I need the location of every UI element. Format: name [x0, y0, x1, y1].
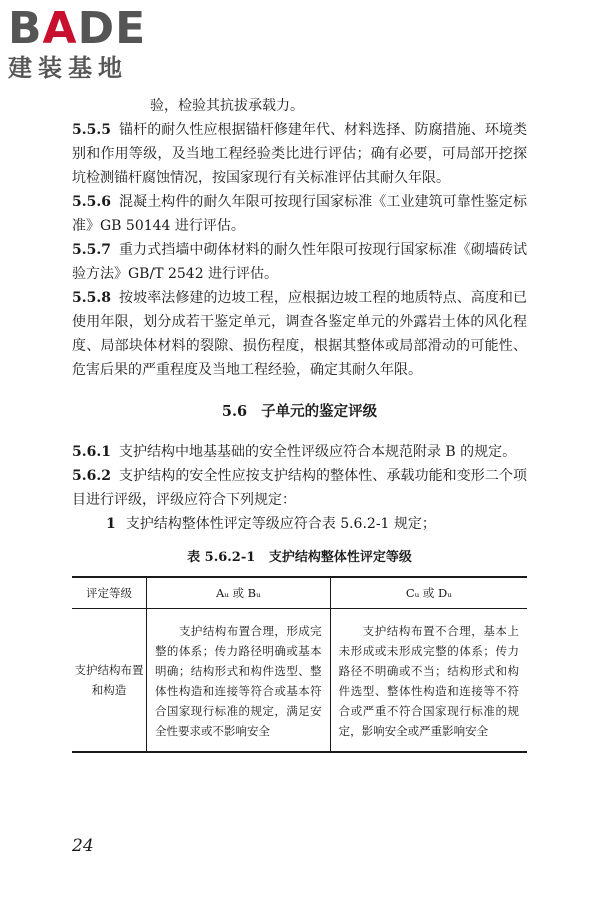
- table-header-row: [72, 577, 527, 609]
- page-number: 24: [72, 836, 94, 856]
- logo-wordmark: BADE: [8, 3, 147, 54]
- cell-grade-cd: 支护结构布置不合理，基本上未形成或未形成完整的体系；传力路径不明确或不当；结构形式和构件选型、整体性构造和连接等不符合或严重不符合国家现行标准的规定，影响安全或严重影响安全: [330, 609, 527, 753]
- paragraph-continuation: 验，检验其抗拔承载力。: [150, 98, 304, 114]
- header-rating-level: 评定等级: [72, 577, 147, 609]
- logo: [8, 3, 178, 82]
- table-title: 表 5.6.2-1 支护结构整体性评定等级: [187, 550, 412, 565]
- header-grade-cd: Cᵤ 或 Dᵤ: [330, 577, 527, 609]
- cell-grade-ab: 支护结构布置合理，形成完整的体系；传力路径明确或基本明确；结构形式和构件选型、整体性构造和连接等符合或基本符合国家现行标准的规定，满足安全性要求或不影响安全: [147, 609, 331, 753]
- page-content: [72, 94, 527, 753]
- clause-5-5-8: 5.5.8 按坡率法修建的边坡工程，应根据边坡工程的地质特点、高度和已使用年限，划分成若干鉴定单元，调查各鉴定单元的外露岩土体的风化程度、局部块体材料的裂隙、损伤程度，根据其整体或局部滑动的可能性、危害后果的严重程度及当地工程经验，确定其耐久年限。: [72, 290, 527, 378]
- row-label: 支护结构布置和构造: [72, 609, 147, 753]
- list-item-1: 1 支护结构整体性评定等级应符合表 5.6.2-1 规定；: [106, 516, 436, 532]
- table-row: [72, 609, 527, 753]
- section-heading: 5.6 子单元的鉴定评级: [221, 403, 378, 420]
- clause-5-5-6: 5.5.6 混凝土构件的耐久年限可按现行国家标准《工业建筑可靠性鉴定标准》GB 50144 进行评估。: [72, 194, 527, 234]
- clause-5-5-5: 5.5.5 锚杆的耐久性应根据锚杆修建年代、材料选择、防腐措施、环境类别和作用等级，及当地工程经验类比进行评估；确有必要，可局部开挖探坑检测锚杆腐蚀情况，按国家现行有关标准评估其耐久年限。: [72, 122, 527, 186]
- header-grade-ab: Aᵤ 或 Bᵤ: [147, 577, 331, 609]
- clause-5-6-1: 5.6.1 支护结构中地基基础的安全性评级应符合本规范附录 B 的规定。: [72, 444, 517, 460]
- integrity-rating-table: [72, 576, 527, 753]
- clause-5-5-7: 5.5.7 重力式挡墙中砌体材料的耐久性年限可按现行国家标准《砌墙砖试验方法》GB/T 2542 进行评估。: [72, 242, 527, 282]
- clause-5-6-2: 5.6.2 支护结构的安全性应按支护结构的整体性、承载功能和变形二个项目进行评级，评级应符合下列规定：: [72, 468, 527, 508]
- logo-subtitle: 建装基地: [8, 54, 128, 82]
